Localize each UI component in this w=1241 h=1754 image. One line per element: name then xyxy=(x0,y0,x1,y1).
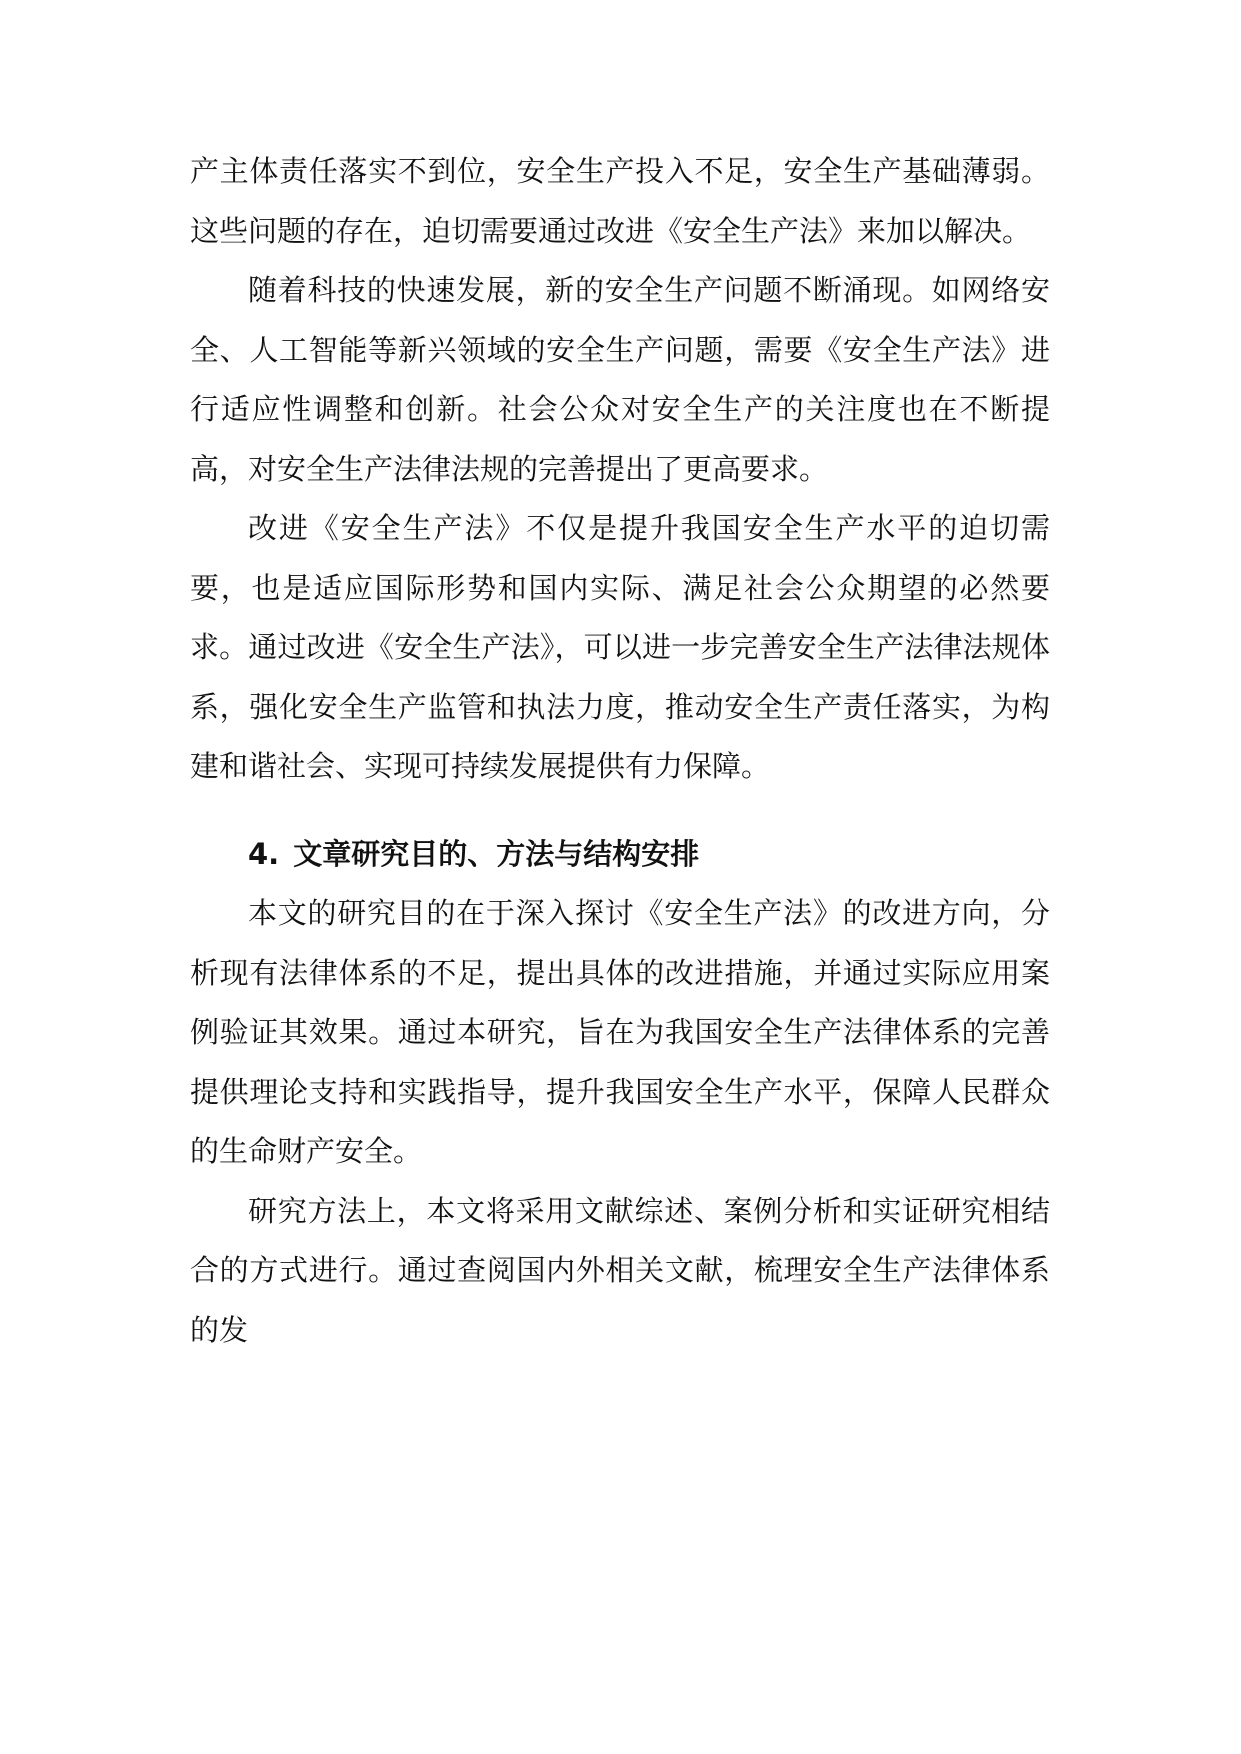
paragraph-3: 改进《安全生产法》不仅是提升我国安全生产水平的迫切需要，也是适应国际形势和国内实际、满足社会公众期望的必然要求。通过改进《安全生产法》，可以进一步完善安全生产法律法规体系，强化安全生产监管和执法力度，推动安全生产责任落实，为构建和谐社会、实现可持续发展提供有力保障。 xyxy=(190,511,1050,783)
paragraph-2: 随着科技的快速发展，新的安全生产问题不断涌现。如网络安全、人工智能等新兴领域的安全生产问题，需要《安全生产法》进行适应性调整和创新。社会公众对安全生产的关注度也在不断提高，对安全生产法律法规的完善提出了更高要求。 xyxy=(190,273,1050,486)
section-heading xyxy=(190,825,1050,885)
section-number: 4. xyxy=(248,836,280,871)
paragraph-1: 产主体责任落实不到位，安全生产投入不足，安全生产基础薄弱。这些问题的存在，迫切需要通过改进《安全生产法》来加以解决。 xyxy=(190,154,1050,248)
paragraph-4: 本文的研究目的在于深入探讨《安全生产法》的改进方向，分析现有法律体系的不足，提出具体的改进措施，并通过实际应用案例验证其效果。通过本研究，旨在为我国安全生产法律体系的完善提供理论支持和实践指导，提升我国安全生产水平，保障人民群众的生命财产安全。 xyxy=(190,896,1050,1168)
paragraph-5: 研究方法上，本文将采用文献综述、案例分析和实证研究相结合的方式进行。通过查阅国内外相关文献，梳理安全生产法律体系的发 xyxy=(190,1193,1050,1347)
document-body xyxy=(190,142,1050,1360)
section-title: 文章研究目的、方法与结构安排 xyxy=(293,836,700,871)
